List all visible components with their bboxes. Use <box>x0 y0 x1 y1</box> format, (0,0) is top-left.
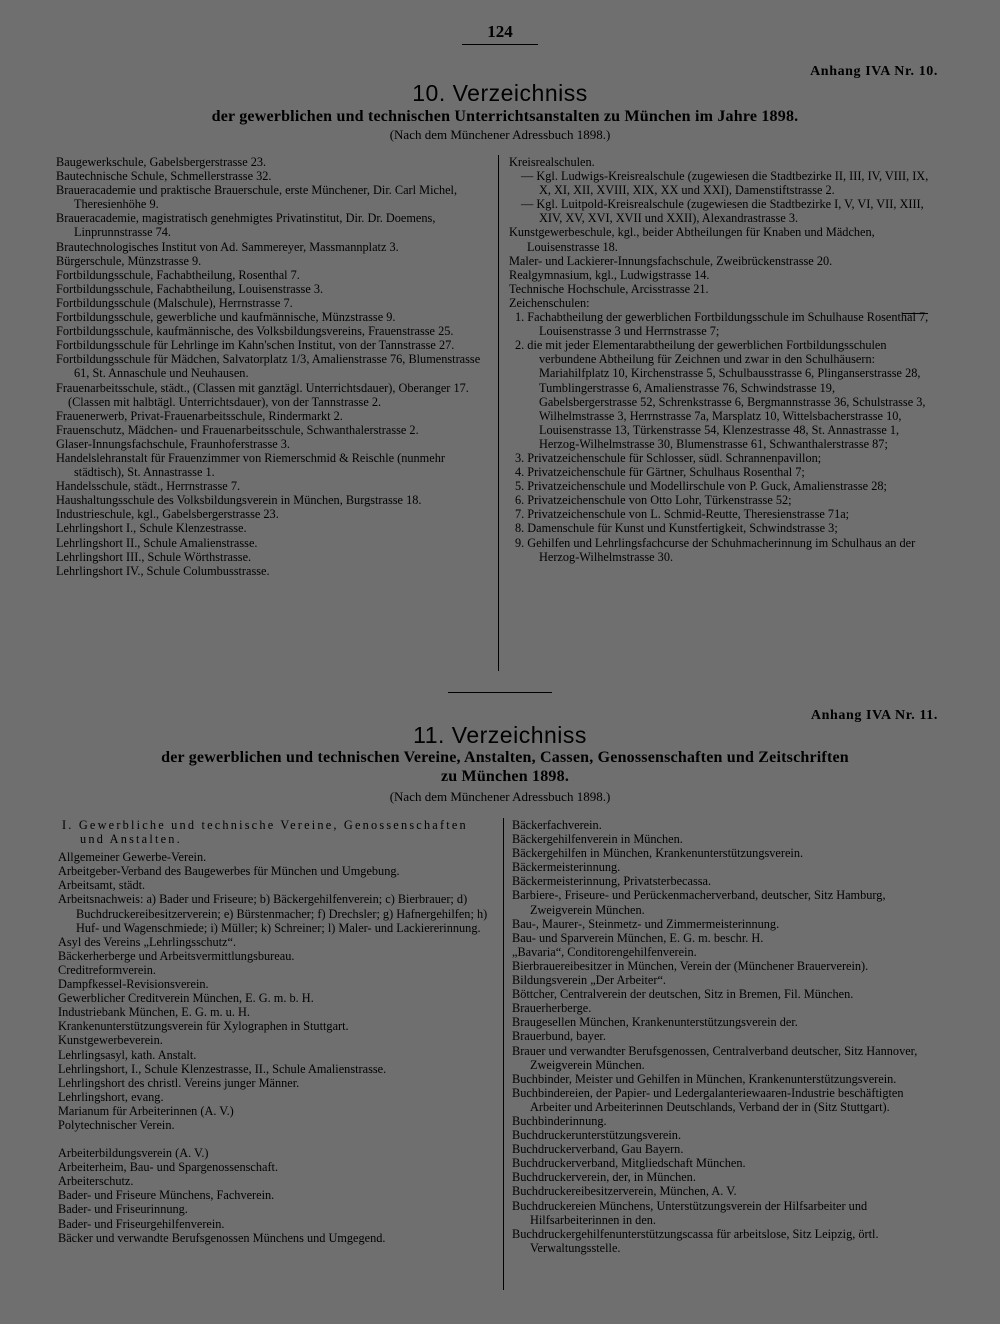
list-item: Maler- und Lackierer-Innungsfachschule, Zweibrückenstrasse 20. <box>509 253 833 268</box>
list-item: Lehrlingshort I., Schule Klenzestrasse. <box>56 521 247 536</box>
section-10-source: (Nach dem Münchener Adressbuch 1898.) <box>389 127 611 142</box>
list-item: Fortbildungsschule, Fachabtheilung, Rosenthal 7. <box>56 267 300 282</box>
list-item: Böttcher, Centralverein der deutschen, Sitz in Bremen, Fil. München. <box>512 987 854 1002</box>
list-item: Brauerherberge. <box>512 1001 592 1016</box>
section-10-left-column <box>56 155 490 578</box>
list-item: Fortbildungsschule für Lehrlinge im Kahn'schen Institut, von der Tannstrasse 27. <box>56 338 455 353</box>
column-divider <box>503 818 504 1290</box>
list-item: Arbeiterheim, Bau- und Spargenossenschaft. <box>58 1160 279 1175</box>
list-item: Buchdruckerverband, Gau Bayern. <box>512 1142 684 1157</box>
list-item: Bader- und Friseurgehilfenverein. <box>58 1216 225 1231</box>
list-item: Technische Hochschule, Arcisstrasse 21. <box>509 281 709 296</box>
section-11-subtitle <box>70 748 940 786</box>
list-item: Bäckerfachverein. <box>512 818 602 832</box>
margin-mark <box>902 313 928 314</box>
list-item: Asyl des Vereins „Lehrlingsschutz“. <box>58 934 237 949</box>
section-11-right-column <box>512 818 940 1255</box>
section-10-right-column <box>509 155 935 564</box>
list-item: Braueracademie und praktische Brauerschule, erste Münchener, Dir. Carl Michel, Theresienhöhe 9. <box>56 183 458 212</box>
section-11-subtitle-line1: der gewerblichen und technischen Vereine, Anstalten, Cassen, Genossenschaften und Zeitschriften <box>161 749 849 766</box>
list-item: Frauenerwerb, Privat-Frauenarbeitsschule, Rindermarkt 2. <box>56 408 343 423</box>
numbered-item: 1. Fachabtheilung der gewerblichen Fortbildungsschule im Schulhause Rosenthal 7, Louisenstrasse 3 und Herrnstrasse 7; <box>515 310 929 339</box>
section-separator <box>448 692 552 693</box>
list-item: Arbeiterbildungsverein (A. V.) <box>58 1146 209 1161</box>
list-item: Lehrlingshort III., Schule Wörthstrasse. <box>56 549 252 564</box>
list-item: Arbeitsnachweis: a) Bader und Friseure; b) Bäckergehilfenverein; c) Bierbrauer; d) Buchdruckereibesitzerverein; e) Bürstenmacher; f) Drechsler; g) Hafnergehilfen; h) Huf- und Wagenschmiede; i) Müller; k) Schreiner; l) Maler- und Lackiererinnung. <box>58 892 488 935</box>
list-item: Arbeitgeber-Verband des Baugewerbes für München und Umgebung. <box>58 864 400 879</box>
list-item: Zeichenschulen: <box>509 295 590 310</box>
section-11-left-column <box>58 818 490 1245</box>
section-10-title: 10. Verzeichniss <box>412 80 588 106</box>
list-item: Brautechnologisches Institut von Ad. Sammereyer, Massmannplatz 3. <box>56 239 399 254</box>
section-10-subtitle: der gewerblichen und technischen Unterrichtsanstalten zu München im Jahre 1898. <box>211 108 799 125</box>
list-item: Realgymnasium, kgl., Ludwigstrasse 14. <box>509 267 710 282</box>
list-item: Glaser-Innungsfachschule, Fraunhoferstrasse 3. <box>56 436 291 451</box>
numbered-item: 3. Privatzeichenschule für Schlosser, südl. Schrannenpavillon; <box>515 450 822 465</box>
list-item: Fortbildungsschule, Fachabtheilung, Louisenstrasse 3. <box>56 281 324 296</box>
list-item: Buchdruckerunterstützungsverein. <box>512 1128 682 1143</box>
list-item: Allgemeiner Gewerbe-Verein. <box>58 850 207 865</box>
numbered-item: 9. Gehilfen und Lehrlingsfachcurse der Schuhmacherinnung im Schulhaus an der Herzog-Wilhelmstrasse 30. <box>515 535 916 564</box>
list-item: Bäcker und verwandte Berufsgenossen Münchens und Umgegend. <box>58 1230 386 1245</box>
list-item: Fortbildungsschule, gewerbliche und kaufmännische, Münzstrasse 9. <box>56 310 396 325</box>
list-item: Bäckermeisterinnung, Privatsterbecassa. <box>512 874 712 889</box>
list-item: (Classen mit halbtägl. Unterrichtsdauer), von der Tannstrasse 2. <box>68 394 382 409</box>
list-item: Barbiere-, Friseure- und Perückenmacherverband, deutscher, Sitz Hamburg, Zweigverein München. <box>512 888 886 917</box>
section-11-title: 11. Verzeichniss <box>413 722 587 748</box>
list-item: Lehrlingshort IV., Schule Columbusstrasse. <box>56 563 270 578</box>
list-item: Arbeiterschutz. <box>58 1174 134 1189</box>
list-item: Buchdruckereibesitzerverein, München, A. V. <box>512 1184 737 1199</box>
list-item: Lehrlingshort II., Schule Amalienstrasse. <box>56 535 258 550</box>
list-item: Fortbildungsschule, kaufmännische, des Volksbildungsvereins, Frauenstrasse 25. <box>56 324 454 339</box>
list-item: Kunstgewerbeschule, kgl., beider Abtheilungen für Knaben und Mädchen, Louisenstrasse 18. <box>509 225 875 254</box>
list-item: Braueracademie, magistratisch genehmigtes Privatinstitut, Dir. Dr. Doemens, Linprunnstrasse 74. <box>56 211 436 240</box>
numbered-item: 5. Privatzeichenschule und Modellirschule von P. Guck, Amalienstrasse 28; <box>515 479 887 494</box>
list-item: Lehrlingshort, I., Schule Klenzestrasse, II., Schule Amalienstrasse. <box>58 1061 387 1076</box>
list-item: Bäckergehilfen in München, Krankenunterstützungsverein. <box>512 846 804 861</box>
list-item: Buchbinderinnung. <box>512 1113 607 1128</box>
list-item: Frauenarbeitsschule, städt., (Classen mit ganztägl. Unterrichtsdauer), Oberanger 17. <box>56 380 469 395</box>
section-11-source: (Nach dem Münchener Adressbuch 1898.) <box>389 789 611 804</box>
list-item: Bautechnische Schule, Schmellerstrasse 32. <box>56 169 272 184</box>
list-item: Bader- und Friseurinnung. <box>58 1202 188 1217</box>
list-item: Lehrlingsasyl, kath. Anstalt. <box>58 1047 197 1062</box>
list-item: — Kgl. Luitpold-Kreisrealschule (zugewiesen die Stadtbezirke I, V, VI, VII, XIII, XIV, XV, XVI, XVII und XXII), Alexandrastrasse 3. <box>521 197 924 226</box>
list-item: Buchbindereien, der Papier- und Ledergalanteriewaaren-Industrie beschäftigten Arbeiter und Arbeiterinnen Deutschlands, Verband der in (Sitz Stuttgart). <box>512 1085 904 1114</box>
list-item: Frauenschutz, Mädchen- und Frauenarbeitsschule, Schwanthalerstrasse 2. <box>56 422 419 437</box>
appendix-label-10: Anhang IVA Nr. 10. <box>810 64 938 79</box>
list-item: Baugewerkschule, Gabelsbergerstrasse 23. <box>56 155 267 169</box>
list-item: „Bavaria“, Conditorengehilfenverein. <box>512 944 697 959</box>
list-item: Marianum für Arbeiterinnen (A. V.) <box>58 1103 234 1118</box>
list-item: Bäckermeisterinnung. <box>512 860 621 875</box>
list-item: Bader- und Friseure Münchens, Fachverein. <box>58 1188 275 1203</box>
list-item: Industrieschule, kgl., Gabelsbergerstrasse 23. <box>56 507 279 522</box>
list-item: Creditreformverein. <box>58 962 156 977</box>
page-number-rule <box>462 44 538 45</box>
list-item: Haushaltungsschule des Volksbildungsverein in München, Burgstrasse 18. <box>56 493 422 508</box>
subsection-heading: I. Gewerbliche und technische Vereine, Genossenschaften und Anstalten. <box>62 818 468 847</box>
list-item: Handelslehranstalt für Frauenzimmer von Riemerschmid & Reischle (nunmehr städtisch), St. Annastrasse 1. <box>56 450 445 480</box>
numbered-item: 4. Privatzeichenschule für Gärtner, Schulhaus Rosenthal 7; <box>515 465 805 480</box>
list-item: Fortbildungsschule (Malschule), Herrnstrasse 7. <box>56 295 293 310</box>
list-item: Kunstgewerbeverein. <box>58 1033 163 1048</box>
column-divider <box>498 155 499 671</box>
list-item: Lehrlingshort, evang. <box>58 1089 164 1104</box>
list-item: Polytechnischer Verein. <box>58 1117 175 1132</box>
list-item: Buchdruckerverein, der, in München. <box>512 1170 696 1185</box>
list-item: Bäckerherberge und Arbeitsvermittlungsbureau. <box>58 948 295 963</box>
list-item: Bau- und Sparverein München, E. G. m. beschr. H. <box>512 930 764 945</box>
list-item: Fortbildungsschule für Mädchen, Salvatorplatz 1/3, Amalienstrasse 76, Blumenstrasse 61, St. Annaschule und Neuhausen. <box>56 352 481 381</box>
list-item: Buchdruckereien Münchens, Unterstützungsverein der Hilfsarbeiter und Hilfsarbeiterinnen in den. <box>512 1198 868 1227</box>
list-item: Braugesellen München, Krankenunterstützungsverein der. <box>512 1015 798 1030</box>
list-item: Dampfkessel-Revisionsverein. <box>58 977 209 992</box>
list-item: Krankenunterstützungsverein für Xylographen in Stuttgart. <box>58 1019 349 1034</box>
list-item: Arbeitsamt, städt. <box>58 878 146 893</box>
list-item: Bierbrauereibesitzer in München, Verein der (Münchener Brauerverein). <box>512 958 869 973</box>
list-item: Lehrlingshort des christl. Vereins junger Männer. <box>58 1075 300 1090</box>
numbered-item: 2. die mit jeder Elementarabtheilung der gewerblichen Fortbildungsschulen verbundene Abtheilung für Zeichnen und zwar in den Schulhäusern: Mariahilfplatz 10, Kirchenstrasse 5, Schulbausstrasse 6, Plinganserstrasse 28, Tumblingerstrasse 6, Amalienstrasse 76, Schwindstrasse 19, Gabelsbergerstrasse 52, Schrenkstrasse 6, Bergmannstrasse 36, Schulstrasse 3, Wilhelmstrasse 3, Herrnstrasse 7a, Marsplatz 10, Wittelsbacherstrasse 10, Louisenstrasse 13, Türkenstrasse 54, Klenzestrasse 48, St. Annastrasse 1, Herzog-Wilhelmstrasse 30, Blumenstrasse 61, Schwanthalerstrasse 87; <box>515 338 926 451</box>
list-item: Brauer und verwandter Berufsgenossen, Centralverband deutscher, Sitz Hannover, Zweigverein München. <box>512 1043 918 1072</box>
list-item: Buchdruckerverband, Mitgliedschaft München. <box>512 1156 746 1171</box>
list-item: — Kgl. Ludwigs-Kreisrealschule (zugewiesen die Stadtbezirke II, III, IV, VIII, IX, X, XI, XII, XVIII, XIX, XX und XXI), Damenstiftstrasse 2. <box>521 169 929 198</box>
page-number: 124 <box>487 22 513 41</box>
appendix-label-11: Anhang IVA Nr. 11. <box>810 708 938 723</box>
spacer <box>58 1132 490 1146</box>
list-item: Industriebank München, E. G. m. u. H. <box>58 1005 250 1020</box>
list-item: Buchdruckergehilfenunterstützungscassa für arbeitslose, Sitz Leipzig, örtl. Verwaltungsstelle. <box>512 1226 879 1255</box>
numbered-item: 7. Privatzeichenschule von L. Schmid-Reutte, Theresienstrasse 71a; <box>515 507 850 522</box>
list-item: Kreisrealschulen. <box>509 155 595 169</box>
list-item: Brauerbund, bayer. <box>512 1029 606 1044</box>
numbered-item: 6. Privatzeichenschule von Otto Lohr, Türkenstrasse 52; <box>515 493 792 508</box>
list-item: Handelsschule, städt., Herrnstrasse 7. <box>56 479 241 494</box>
list-item: Buchbinder, Meister und Gehilfen in München, Krankenunterstützungsverein. <box>512 1071 897 1086</box>
list-item: Gewerblicher Creditverein München, E. G. m. b. H. <box>58 991 314 1006</box>
numbered-item: 8. Damenschule für Kunst und Kunstfertigkeit, Schwindstrasse 3; <box>515 521 838 536</box>
list-item: Bau-, Maurer-, Steinmetz- und Zimmermeisterinnung. <box>512 916 780 931</box>
list-item: Bürgerschule, Münzstrasse 9. <box>56 253 202 268</box>
list-item: Bildungsverein „Der Arbeiter“. <box>512 973 666 988</box>
section-11-subtitle-line2: zu München 1898. <box>440 768 570 785</box>
list-item: Bäckergehilfenverein in München. <box>512 832 683 847</box>
